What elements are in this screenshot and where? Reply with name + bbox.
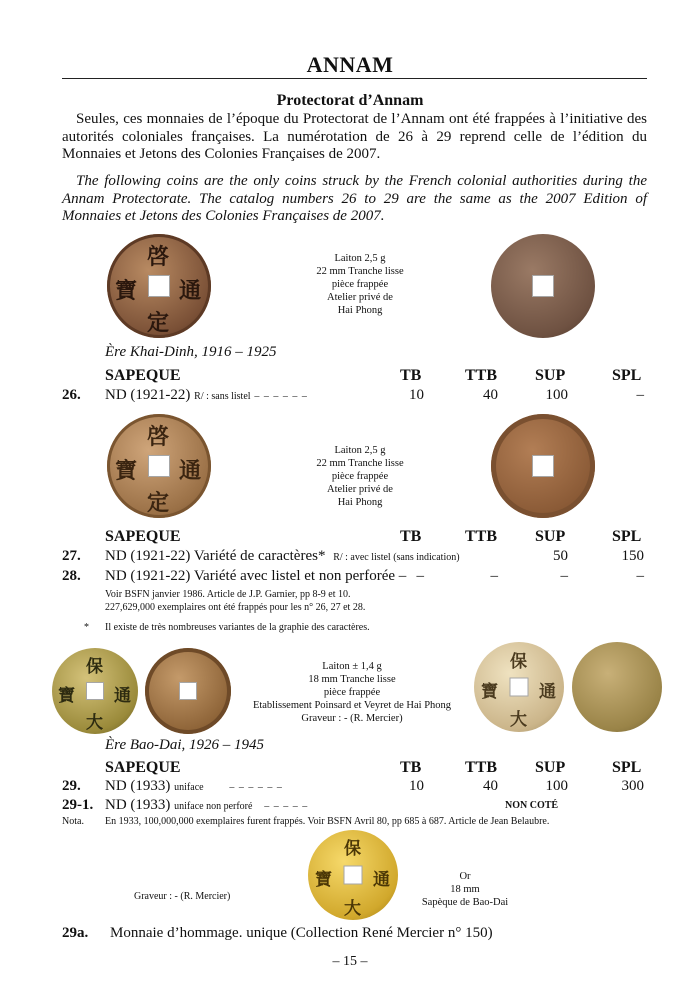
coin-spec-2	[280, 444, 440, 509]
row-note: R/ : avec listel (sans indication)	[333, 552, 460, 563]
coin-char-left: 寶	[58, 686, 75, 706]
col-sup: SUP	[535, 367, 566, 384]
catalog-number: 29-1.	[62, 797, 94, 813]
row-description: Monnaie d’hommage. unique (Collection René Mercier n° 150)	[110, 925, 493, 941]
value-ttb: 40	[483, 778, 498, 794]
coin-reverse-khai-dinh	[491, 234, 595, 338]
table-header-label: SAPEQUE	[105, 528, 181, 545]
footnote-mark: *	[84, 622, 89, 633]
catalog-number: 29.	[62, 778, 81, 794]
spec-line: Laiton ± 1,4 g	[322, 661, 382, 672]
row-dashes: – – – – –	[264, 801, 309, 812]
row-dashes: – – – – – –	[229, 782, 283, 793]
value-spl: 150	[621, 548, 644, 564]
col-tb: TB	[400, 367, 422, 384]
spec-line: 22 mm Tranche lisse	[316, 266, 404, 277]
coin-gold-bao-dai	[308, 830, 398, 920]
value-spl: –	[636, 568, 644, 584]
col-sup: SUP	[535, 759, 566, 776]
coin-char-top: 啓	[147, 425, 170, 450]
coin-char-bottom: 大	[510, 710, 527, 730]
spec-line: Or	[459, 871, 471, 882]
col-spl: SPL	[612, 528, 642, 545]
spec-line: Etablissement Poinsard et Veyret de Hai Phong	[252, 700, 452, 711]
intro-french: Seules, ces monnaies de l’époque du Protectorat de l’Annam ont été frappées à l’initiative des autorités coloniales françaises. La numérotation de 26 à 29 reprend celle de l’édition du Monnaies et Jetons des Colonies Françaises de 2007.	[62, 111, 647, 162]
col-tb: TB	[400, 759, 422, 776]
table-row	[105, 797, 308, 814]
coin-reverse-khai-dinh-variety	[491, 414, 595, 518]
intro-english: The following coins are the only coins struck by the French colonial authorities during the Annam Protectorate. The catalog numbers 26 to 29 are the same as the 2007 Edition of Monnaies et Jetons des Colonies Françaises de 2007.	[62, 173, 647, 224]
col-tb: TB	[400, 528, 422, 545]
spec-line: Graveur : - (R. Mercier)	[301, 713, 403, 724]
row-description: ND (1921-22) Variété avec listel et non perforée	[105, 568, 396, 584]
coin-char-top: 保	[344, 839, 361, 859]
value-ttb: –	[490, 568, 498, 584]
coin-obverse-khai-dinh	[107, 234, 211, 338]
row-description: ND (1921-22) Variété de caractères*	[105, 548, 326, 564]
coin-char-bottom: 定	[147, 491, 170, 516]
reference-note: Voir BSFN janvier 1986. Article de J.P. Garnier, pp 8-9 et 10.	[105, 589, 351, 600]
col-sup: SUP	[535, 528, 566, 545]
spec-line: Hai Phong	[337, 497, 383, 508]
nota-text: En 1933, 100,000,000 exemplaires furent frappés. Voir BSFN Avril 80, pp 685 à 687. Article de Jean Belaubre.	[105, 816, 550, 827]
spec-line: pièce frappée	[331, 279, 389, 290]
page-title: ANNAM	[306, 52, 394, 77]
coin-char-left: 寶	[115, 459, 138, 484]
coin-char-bottom: 大	[86, 713, 103, 733]
catalog-number: 29a.	[62, 925, 89, 941]
footnote: Il existe de très nombreuses variantes de la graphie des caractères.	[105, 622, 370, 633]
value-ttb: 40	[483, 387, 498, 403]
coin-char-top: 保	[86, 657, 103, 677]
spec-line: Laiton 2,5 g	[334, 253, 386, 264]
value-spl: –	[636, 387, 644, 403]
spec-line: Hai Phong	[337, 305, 383, 316]
value-sup: –	[560, 568, 568, 584]
coin-obverse-bao-dai-2	[474, 642, 564, 732]
value-sup: 100	[545, 387, 568, 403]
mintage-note: 227,629,000 exemplaires ont été frappés pour les n° 26, 27 et 28.	[105, 602, 366, 613]
coin-char-left: 寶	[481, 682, 498, 702]
spec-line: pièce frappée	[331, 471, 389, 482]
value-tb: –	[416, 568, 424, 584]
coin-obverse-bao-dai	[52, 648, 138, 734]
graveur-label: Graveur : - (R. Mercier)	[134, 891, 231, 902]
col-spl: SPL	[612, 759, 642, 776]
era-label: Ère Khai-Dinh, 1916 – 1925	[105, 344, 277, 360]
coin-char-bottom: 大	[344, 899, 361, 919]
row-note: R/ : sans listel	[194, 391, 251, 402]
catalog-number: 26.	[62, 387, 81, 403]
row-note: uniface	[174, 782, 204, 793]
coin-char-right: 通	[539, 682, 556, 702]
coin-reverse-bao-dai-2	[572, 642, 662, 732]
col-ttb: TTB	[465, 759, 498, 776]
spec-line: Laiton 2,5 g	[334, 445, 386, 456]
col-ttb: TTB	[465, 528, 498, 545]
row-note: uniface non perforé	[174, 801, 253, 812]
title-divider	[62, 78, 647, 79]
spec-line: Atelier privé de	[327, 484, 393, 495]
coin-char-left: 寶	[315, 870, 332, 890]
value-sup: 50	[553, 548, 568, 564]
section-subtitle: Protectorat d’Annam	[276, 92, 424, 109]
col-ttb: TTB	[465, 367, 498, 384]
coin-char-top: 保	[510, 652, 527, 672]
value-sup: 100	[545, 778, 568, 794]
table-header-label: SAPEQUE	[105, 759, 181, 776]
table-row	[105, 568, 406, 585]
spec-line: Atelier privé de	[327, 292, 393, 303]
table-header-label: SAPEQUE	[105, 367, 181, 384]
table-row	[105, 548, 460, 565]
status-label: NON COTÉ	[505, 800, 559, 811]
row-dash: –	[398, 568, 407, 584]
row-description: ND (1933)	[105, 778, 171, 794]
row-dashes: – – – – – –	[254, 391, 308, 402]
spec-line: pièce frappée	[323, 687, 381, 698]
spec-line: 18 mm	[450, 884, 480, 895]
coin-char-right: 通	[179, 459, 202, 484]
value-tb: 10	[409, 778, 424, 794]
coin-char-bottom: 定	[147, 311, 170, 336]
coin-char-right: 通	[114, 686, 131, 706]
coin-char-right: 通	[373, 870, 390, 890]
era-label: Ère Bao-Dai, 1926 – 1945	[105, 737, 265, 753]
spec-line: 18 mm Tranche lisse	[308, 674, 396, 685]
catalog-number: 27.	[62, 548, 81, 564]
row-description: ND (1921-22)	[105, 387, 191, 403]
table-row	[105, 387, 308, 404]
coin-spec-3	[232, 660, 472, 725]
nota-label: Nota.	[62, 816, 84, 827]
spec-line: Sapèque de Bao-Dai	[421, 897, 509, 908]
coin-char-right: 通	[179, 279, 202, 304]
spec-line: 22 mm Tranche lisse	[316, 458, 404, 469]
coin-spec-1	[280, 252, 440, 317]
coin-char-left: 寶	[115, 279, 138, 304]
page-number: – 15 –	[332, 954, 368, 969]
value-tb: 10	[409, 387, 424, 403]
coin-obverse-khai-dinh-variety	[107, 414, 211, 518]
col-spl: SPL	[612, 367, 642, 384]
value-spl: 300	[621, 778, 644, 794]
coin-spec-4	[410, 870, 520, 909]
row-description: ND (1933)	[105, 797, 171, 813]
coin-char-top: 啓	[147, 245, 170, 270]
table-row	[105, 778, 283, 795]
coin-reverse-bao-dai	[145, 648, 231, 734]
catalog-number: 28.	[62, 568, 81, 584]
